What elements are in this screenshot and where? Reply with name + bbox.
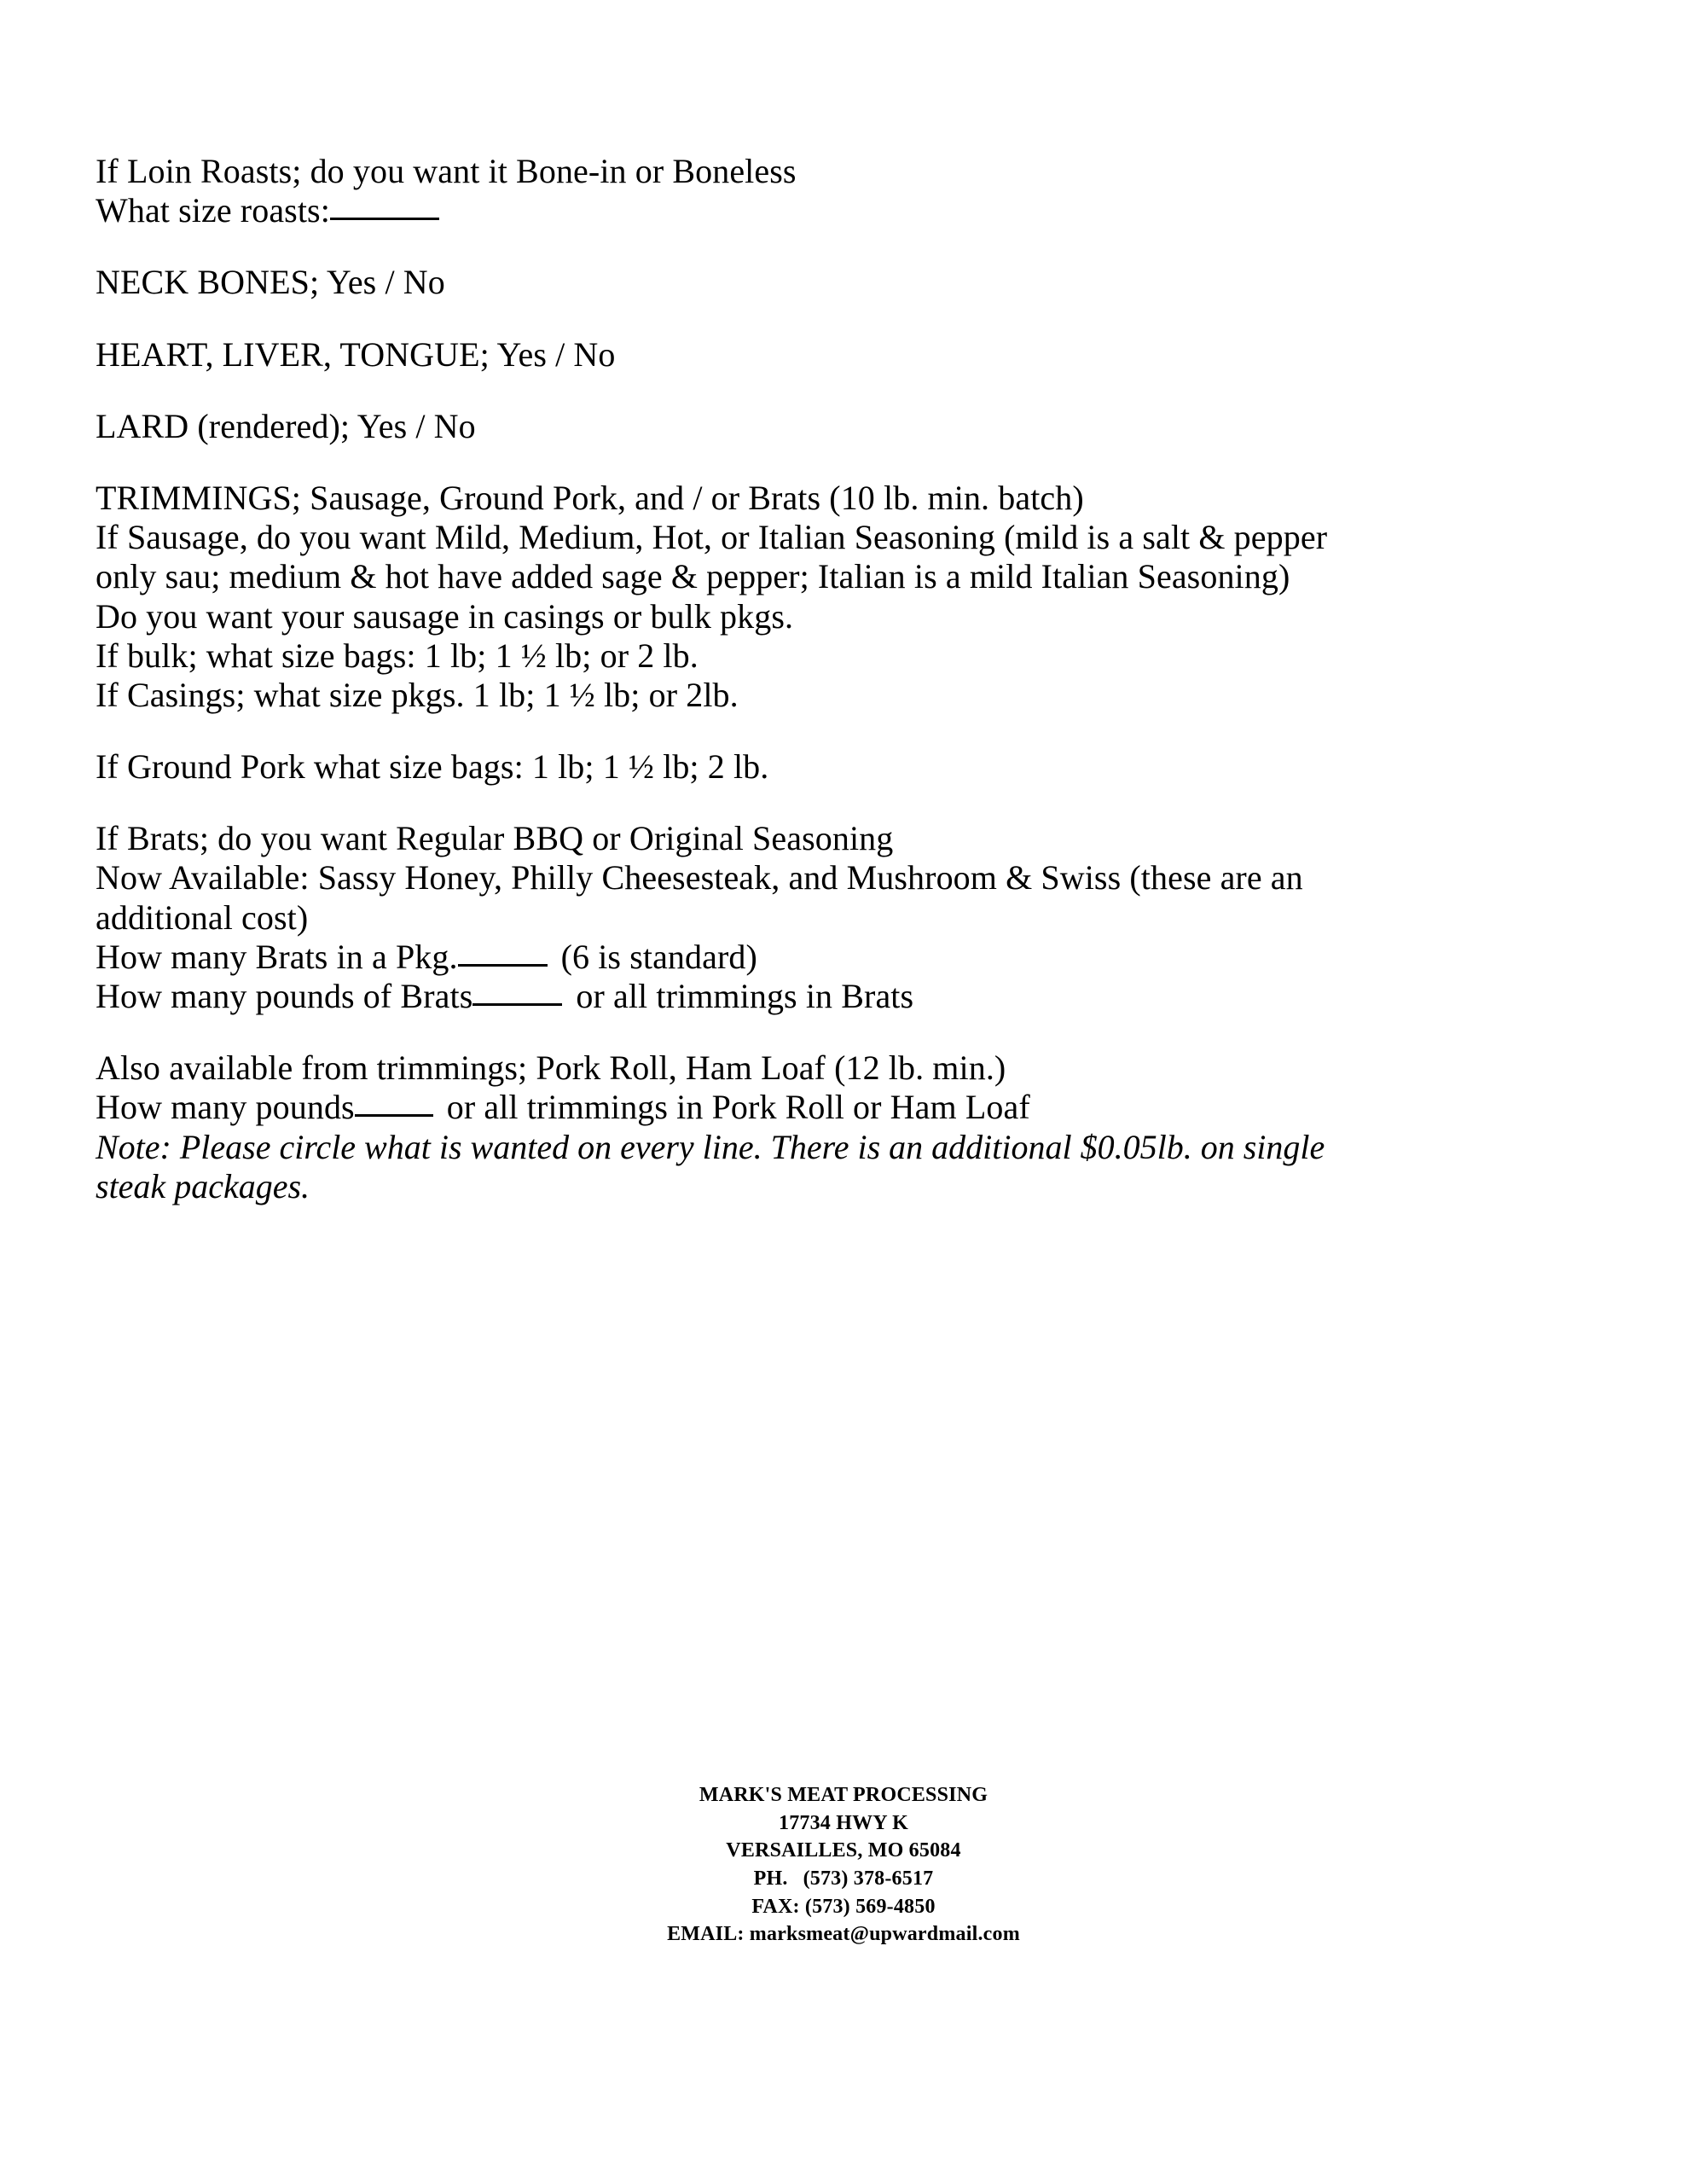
footer-phone-number: (573) 378-6517 <box>803 1867 934 1890</box>
pork-roll-pounds-label: How many pounds <box>96 1088 355 1127</box>
trimmings-block <box>96 479 1392 715</box>
brats-per-pkg-hint: (6 is standard) <box>560 937 757 976</box>
brats-seasoning-question: If Brats; do you want Regular BBQ or Original Seasoning <box>96 819 894 858</box>
lard-question: LARD (rendered); Yes / No <box>96 406 476 445</box>
roast-size-blank[interactable] <box>330 218 439 220</box>
pork-roll-pounds-line <box>96 1088 1392 1127</box>
footer-email-line: EMAIL: marksmeat@upwardmail.com <box>667 1923 1020 1946</box>
brats-new-flavors: Now Available: Sassy Honey, Philly Cheesesteak, and Mushroom & Swiss (these are an additional cost) <box>96 858 1303 937</box>
footer-city-state-zip: VERSAILLES, MO 65084 <box>726 1839 961 1862</box>
heart-liver-tongue-question: HEART, LIVER, TONGUE; Yes / No <box>96 334 616 374</box>
brats-pounds-label: How many pounds of Brats <box>96 977 473 1015</box>
brats-pounds-line <box>96 977 1392 1016</box>
sausage-casing-question: Do you want your sausage in casings or bulk pkgs. <box>96 596 794 636</box>
sausage-seasoning-question: If Sausage, do you want Mild, Medium, Hot, or Italian Seasoning (mild is a salt & pepper only sau; medium & hot have added sage & pepper; Italian is a mild Italian Seasoning) <box>96 518 1328 596</box>
ground-pork-question: If Ground Pork what size bags: 1 lb; 1 ½ lb; 2 lb. <box>96 747 769 787</box>
casing-pkg-size-question: If Casings; what size pkgs. 1 lb; 1 ½ lb; or 2lb. <box>96 675 739 714</box>
brats-pounds-alt: or all trimmings in Brats <box>576 977 914 1015</box>
brats-block <box>96 819 1392 1016</box>
roast-size-label: What size roasts: <box>96 191 330 230</box>
footer-company-name: MARK'S MEAT PROCESSING <box>699 1784 988 1806</box>
footer-phone-label: PH. <box>753 1867 788 1890</box>
note-text: Note: Please circle what is wanted on every line. There is an additional $0.05lb. on single steak packages. <box>96 1127 1325 1205</box>
brats-per-pkg-blank[interactable] <box>458 964 548 967</box>
lard-block <box>96 407 1392 446</box>
footer-fax-line: FAX: (573) 569-4850 <box>751 1895 936 1918</box>
brats-per-pkg-label: How many Brats in a Pkg. <box>96 937 458 976</box>
pork-roll-intro: Also available from trimmings; Pork Roll, Ham Loaf (12 lb. min.) <box>96 1048 1006 1088</box>
heart-liver-tongue-block <box>96 335 1392 375</box>
footer-phone-line <box>0 1865 1687 1893</box>
document-body <box>96 152 1392 1206</box>
pork-roll-ham-loaf-block <box>96 1048 1392 1127</box>
neck-bones-block <box>96 263 1392 302</box>
trimmings-intro: TRIMMINGS; Sausage, Ground Pork, and / or Brats (10 lb. min. batch) <box>96 478 1084 517</box>
pork-roll-pounds-alt: or all trimmings in Pork Roll or Ham Loaf <box>446 1088 1030 1127</box>
loin-roasts-block <box>96 152 1392 230</box>
footer-contact-block <box>0 1781 1687 1949</box>
bulk-bag-size-question: If bulk; what size bags: 1 lb; 1 ½ lb; or 2 lb. <box>96 636 699 675</box>
loin-roasts-question: If Loin Roasts; do you want it Bone-in or Boneless <box>96 152 797 190</box>
brats-per-pkg-line <box>96 938 1392 977</box>
roast-size-line <box>96 191 1392 230</box>
ground-pork-block <box>96 747 1392 787</box>
pork-roll-pounds-blank[interactable] <box>355 1114 433 1117</box>
footer-street-address: 17734 HWY K <box>779 1811 908 1834</box>
neck-bones-question: NECK BONES; Yes / No <box>96 263 445 302</box>
brats-pounds-blank[interactable] <box>472 1003 562 1006</box>
